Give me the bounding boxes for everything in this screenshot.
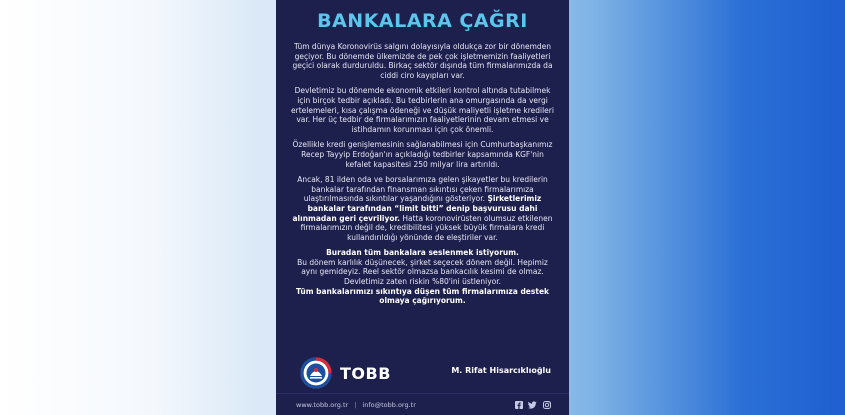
tobb-seal-icon [300,357,332,389]
email-link[interactable]: info@tobb.org.tr [362,401,416,409]
announcement-card [276,0,569,415]
footer [296,398,551,412]
facebook-icon[interactable] [514,401,523,410]
instagram-icon[interactable] [542,401,551,410]
paragraph-4-emphasis: Şirketlerimiz bankalar tarafından “limit bitti” denip başvurusu dahi alınmadan geri çevriliyor. [292,194,542,223]
paragraph-2: Devletimiz bu dönemde ekonomik etkileri kontrol altında tutabilmek için birçok tedbir açıkladı. Bu tedbirlerin ana omurgasında da vergi ertelemeleri, kısa çalışma ödeneği ve düşük maliyetli işletme kredileri var. Her üç tedbir de firmalarımızın faaliyetlerinin devam etmesi ve istihdamın korunması için çok önemli. [291,86,554,134]
paragraph-4-intro: Ancak, 81 ilden oda ve borsalarımıza gelen şikayetler bu kredilerin bankalar tarafından finansman sıkıntısı çeken firmalarımıza ulaştırılmasında sıkıntılar yaşandığını gösteriyor. [297,175,548,204]
paragraph-5-call: Buradan tüm bankalara seslenmek istiyorum. [326,248,519,258]
footer-separator: | [354,401,357,409]
paragraph-5-closing: Tüm bankalarımızı sıkıntıya düşen tüm firmalarımıza destek olmaya çağırıyorum. [295,286,550,306]
footer-divider [276,393,569,394]
social-links [514,401,551,410]
paragraph-1: Tüm dünya Koronovirüs salgını dolayısıyla oldukça zor bir dönemden geçiyor. Bu dönemde ülkemizde de pek çok işletmemizin faaliyetleri geçici olarak durduruldu. Birkaç sektör dışında tüm firmalarımızda da ciddi ciro kayıpları var. [292,42,553,80]
paragraph-4 [290,175,555,242]
tobb-logo [300,354,391,392]
paragraph-5 [290,248,555,306]
announcement-body [290,42,555,312]
page-title: BANKALARA ÇAĞRI [317,10,528,32]
twitter-icon[interactable] [528,401,537,410]
paragraph-4-rest: Hatta koronovirüsten olumsuz etkilenen firmalarımızın değil de, kredibilitesi yüksek büyük firmalara kredi kullandırıldığı yönünde de eleştiriler var. [300,213,553,242]
signature: M. Rifat Hisarcıklıoğlu [451,366,551,375]
paragraph-5-body: Bu dönem karlılık düşünecek, şirket seçecek dönem değil. Hepimiz aynı gemideyiz. Reel sektör olmazsa bankacılık kesimi de olmaz. Devletimiz zaten riskin %80'ini üstleniyor. [297,257,548,287]
website-link[interactable]: www.tobb.org.tr [296,401,349,409]
tobb-wordmark: TOBB [340,363,391,383]
paragraph-3: Özellikle kredi genişlemesinin sağlanabilmesi için Cumhurbaşkanımız Recep Tayyip Erdoğan'ın açıkladığı tedbirler kapsamında KGF'nin kefalet kapasitesi 250 milyar lira artırıldı. [292,140,553,169]
